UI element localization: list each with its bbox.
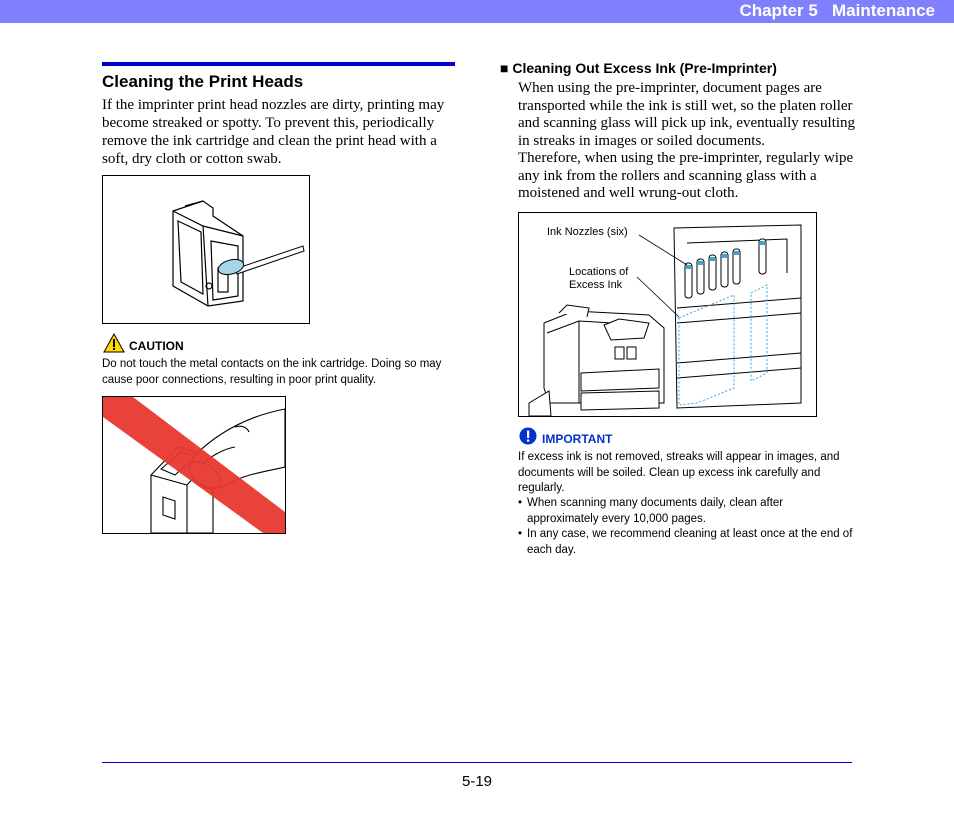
figure-swab-cleaning bbox=[102, 175, 310, 324]
list-item: • When scanning many documents daily, clean after approximately every 10,000 pages. bbox=[518, 496, 854, 527]
subsection-heading: ■ Cleaning Out Excess Ink (Pre-Imprinter) bbox=[500, 60, 777, 76]
label-excess-ink-line2: Excess Ink bbox=[569, 279, 623, 291]
label-ink-nozzles: Ink Nozzles (six) bbox=[547, 226, 628, 238]
chapter-title: Chapter 5 Maintenance bbox=[739, 1, 935, 20]
list-item: • In any case, we recommend cleaning at least once at the end of each day. bbox=[518, 527, 854, 558]
important-icon bbox=[519, 427, 537, 445]
important-bullets bbox=[518, 496, 854, 558]
section-rule bbox=[102, 62, 455, 66]
left-column bbox=[102, 62, 455, 168]
section-heading: Cleaning the Print Heads bbox=[102, 72, 304, 91]
scanner-illustration bbox=[519, 213, 816, 416]
important-title: IMPORTANT bbox=[542, 432, 613, 446]
warning-icon bbox=[103, 333, 125, 353]
subsection-paragraph-2: Therefore, when using the pre-imprinter, regularly wipe any ink from the rollers and scanning glass with a moistened and well wrung-out cloth. bbox=[518, 150, 854, 201]
prohibited-touch-illustration bbox=[103, 397, 285, 533]
page-number: 5-19 bbox=[462, 773, 493, 790]
subsection-paragraph-1: When using the pre-imprinter, document pages are transported while the ink is still wet, so the platen roller and scanning glass will pick up ink, eventually resulting in streaks in images or soiled documents. bbox=[518, 80, 856, 149]
figure-excess-ink-locations bbox=[518, 212, 817, 417]
header-bar bbox=[0, 0, 954, 23]
figure-do-not-touch bbox=[102, 396, 286, 534]
caution-text: Do not touch the metal contacts on the ink cartridge. Doing so may cause poor connections, resulting in poor print quality. bbox=[102, 358, 442, 386]
section-paragraph: If the imprinter print head nozzles are dirty, printing may become streaked or spotty. To prevent this, periodically remove the ink cartridge and clean the print head with a soft, dry cloth or cotton swab. bbox=[102, 97, 445, 167]
important-text: If excess ink is not removed, streaks will appear in images, and documents will be soiled. Clean up excess ink carefully and regularly. bbox=[518, 451, 840, 494]
footer-rule bbox=[102, 762, 852, 763]
caution-title: CAUTION bbox=[129, 339, 184, 353]
subsection-body bbox=[518, 80, 858, 203]
label-excess-ink bbox=[569, 266, 628, 292]
label-excess-ink-line1: Locations of bbox=[569, 266, 629, 278]
cartridge-swab-illustration bbox=[103, 176, 309, 323]
